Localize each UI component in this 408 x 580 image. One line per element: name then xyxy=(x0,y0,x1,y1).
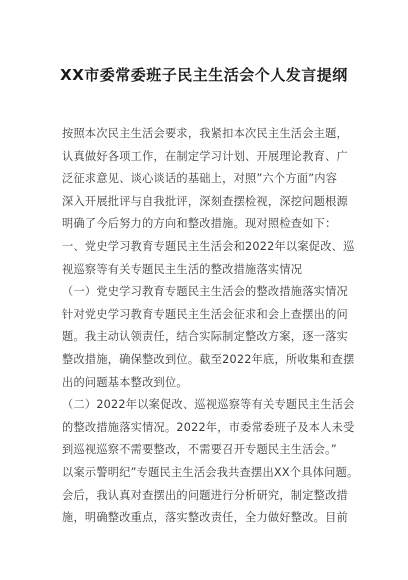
subsection-heading-line: （一）党史学习教育专题民主生活会的整改措施落实情况 xyxy=(62,285,348,299)
subsection-heading-line: （二）2022年以案促改、巡视巡察等有关专题民主生活会 xyxy=(62,398,355,412)
body-line: 以案示警明纪”专题民主生活会我共查摆出XX个具体问题。 xyxy=(62,465,359,479)
body-line: 到巡视巡察不需要整改，不需要召开专题民主生活会。” xyxy=(62,443,337,457)
document-body xyxy=(62,123,362,530)
body-line: 整改措施，确保整改到位。截至2022年底，所收集和查摆 xyxy=(62,352,355,366)
body-line: 认真做好各项工作，在制定学习计划、开展理论教育、广 xyxy=(62,149,348,163)
body-line: 明确了今后努力的方向和整改措施。现对照检查如下： xyxy=(62,217,337,231)
body-line: 题。我主动认领责任，结合实际制定整改方案，逐一落实 xyxy=(62,330,348,344)
body-line: 深入开展批评与自我批评，深刻查摆检视，深挖问题根源 xyxy=(62,194,348,208)
body-line: 针对党史学习教育专题民主生活会征求和会上查摆出的问 xyxy=(62,307,348,321)
body-line: 会后，我认真对查摆出的问题进行分析研究，制定整改措 xyxy=(62,488,348,502)
section-heading-line: 一、党史学习教育专题民主生活会和2022年以案促改、巡 xyxy=(62,239,355,253)
section-heading-line: 视巡察等有关专题民主生活的整改措施落实情况 xyxy=(62,262,303,276)
document-title: XX市委常委班子民主生活会个人发言提纲 xyxy=(60,66,348,84)
body-line: 泛征求意见、谈心谈话的基础上，对照”六个方面”内容 xyxy=(62,172,338,186)
body-line: 的整改措施落实情况。2022年，市委常委班子及本人未受 xyxy=(62,420,355,434)
body-line: 按照本次民主生活会要求，我紧扣本次民主生活会主题， xyxy=(62,127,348,140)
body-line: 出的问题基本整改到位。 xyxy=(62,375,188,389)
body-line: 施，明确整改重点，落实整改责任，全力做好整改。目前 xyxy=(62,511,348,525)
